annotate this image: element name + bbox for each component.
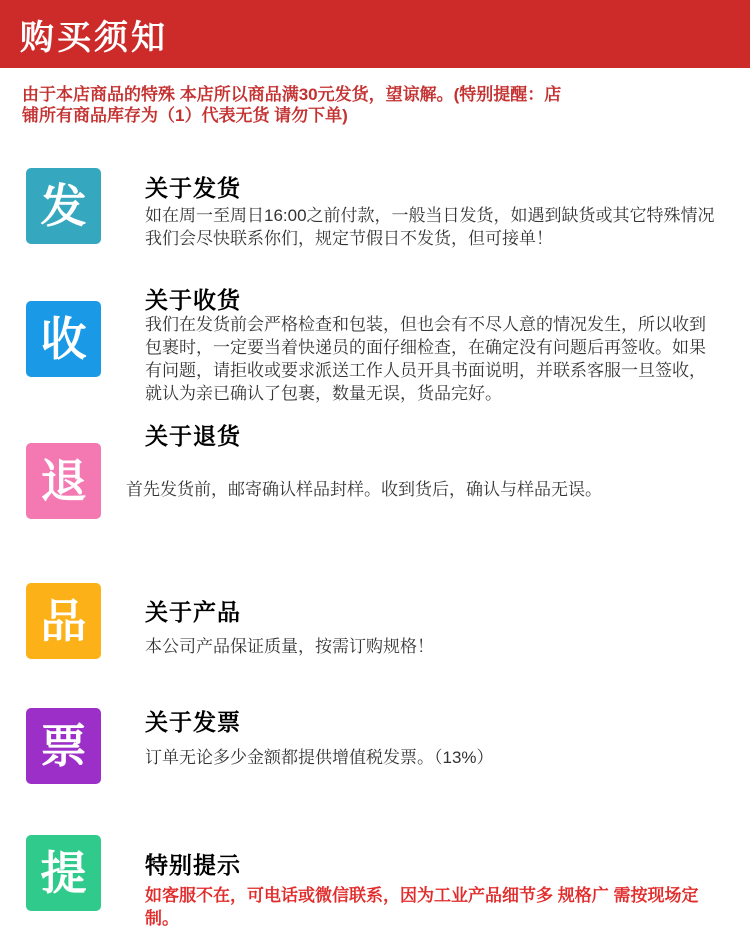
product-badge-icon: 品 <box>26 583 101 659</box>
product-section-title: 关于产品 <box>145 599 241 625</box>
store-notice-text: 由于本店商品的特殊 本店所以商品满30元发货，望谅解。(特别提醒：店铺所有商品库存为（1）代表无货 请勿下单) <box>22 85 562 125</box>
returns-section-body: 首先发货前，邮寄确认样品封样。收到货后，确认与样品无误。 <box>126 480 602 499</box>
receiving-section-body: 我们在发货前会严格检查和包装，但也会有不尽人意的情况发生，所以收到包裹时，一定要当着快递员的面仔细检查，在确定没有问题后再签收。如果有问题，请拒收或要求派送工作人员开具书面说明，并联系客服一旦签收，就认为亲已确认了包裹，数量无误，货品完好。 <box>145 315 706 403</box>
returns-section-title: 关于退货 <box>145 423 241 449</box>
product-section-body: 本公司产品保证质量，按需订购规格！ <box>145 637 434 656</box>
invoice-section-title: 关于发票 <box>145 709 241 735</box>
shipping-badge-icon: 发 <box>26 168 101 244</box>
shipping-section-body: 如在周一至周日16:00之前付款，一般当日发货，如遇到缺货或其它特殊情况我们会尽快联系你们，规定节假日不发货，但可接单！ <box>145 206 715 248</box>
returns-badge-icon: 退 <box>26 443 101 519</box>
shipping-section-title: 关于发货 <box>145 175 241 201</box>
invoice-badge-icon: 票 <box>26 708 101 784</box>
receiving-section-title: 关于收货 <box>145 287 241 313</box>
page-header <box>0 0 750 68</box>
special-notice-section-body: 如客服不在，可电话或微信联系，因为工业产品细节多 规格广 需按现场定制。 <box>145 886 699 928</box>
special-notice-section-title: 特别提示 <box>145 852 241 878</box>
invoice-section-body: 订单无论多少金额都提供增值税发票。（13%） <box>145 748 494 767</box>
receiving-badge-icon: 收 <box>26 301 101 377</box>
page-title: 购买须知 <box>20 18 168 57</box>
special-notice-badge-icon: 提 <box>26 835 101 911</box>
